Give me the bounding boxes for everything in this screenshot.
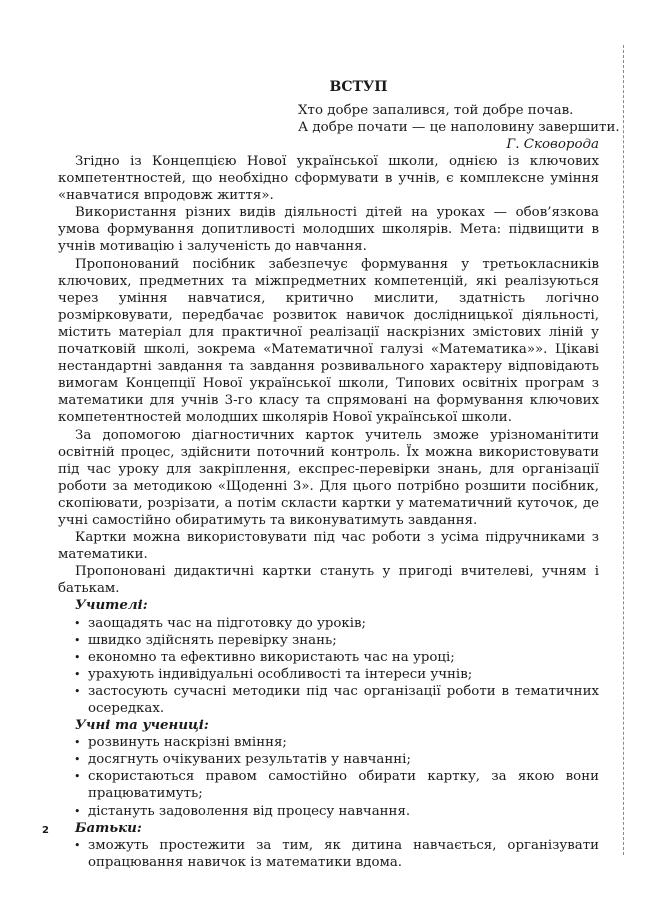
epigraph-line: Хто добре запалився, той добре почав. <box>298 103 574 118</box>
paragraph: Картки можна використовувати під час роботи з усіма підручниками з математики. <box>58 530 599 563</box>
section-heading-teachers: Учителі: <box>75 597 148 614</box>
section-heading-parents: Батьки: <box>75 819 142 836</box>
epigraph <box>298 102 620 153</box>
list-item: • заощадять час на підготовку до уроків; <box>78 615 599 632</box>
list-item: • дістануть задоволення від процесу навчання. <box>78 803 599 820</box>
list-item: • досягнуть очікуваних результатів у навчанні; <box>78 751 599 768</box>
list-item: • зможуть простежити за тим, як дитина навчається, організувати опрацювання навичок із математики вдома. <box>78 837 599 871</box>
list-item: • урахують індивідуальні особливості та інтереси учнів; <box>78 666 599 683</box>
cut-line <box>623 45 624 855</box>
page-content <box>58 78 620 871</box>
bullet-list-parents <box>58 837 599 871</box>
paragraph: Пропоновані дидактичні картки стануть у пригоді вчителеві, учням і батькам. <box>58 564 599 597</box>
paragraph: Використання різних видів діяльності дітей на уроках — обов’язкова умова формування допитливості молодших школярів. Мета: підвищити в учнів мотивацію і залученість до навчання. <box>58 205 599 255</box>
bullet-list-students <box>58 734 599 819</box>
paragraph: За допомогою діагностичних карток учитель зможе урізноманітити освітній процес, здійснити поточний контроль. Їх можна використовувати під час уроку для закріплення, експрес-перевірки знань, для організації роботи за методикою «Щоденні 3». Для цього потрібно розшити посібник, скопіювати, розрізати, а потім скласти картки у математичний куточок, де учні самостійно обиратимуть та виконуватимуть завдання. <box>58 427 599 528</box>
paragraph: Згідно із Концепцією Нової української школи, однією із ключових компетентностей, що необхідно сформувати в учнів, є комплексне уміння «навчатися впродовж життя». <box>58 154 599 204</box>
paragraph: Пропонований посібник забезпечує формування у третьокласників ключових, предметних та міжпредметних компетенцій, які реалізуються через уміння навчатися, критично мислити, здатність логічно розмірковувати, передбачає розвиток навичок дослідницької діяльності, містить матеріал для практичної реалізації наскрізних змістових ліній у початковій школі, зокрема «Математичної галузі «Математика»». Цікаві нестандартні завдання та завдання розвивального характеру відповідають вимогам Концепції Нової української школи, Типових освітніх програм з математики для учнів 3-го класу та спрямовані на формування ключових компетентностей молодших школярів Нової української школи. <box>58 256 599 426</box>
epigraph-line: А добре почати — це наполовину завершити. <box>298 120 620 135</box>
section-heading-students: Учні та учениці: <box>75 717 209 734</box>
list-item: • економно та ефективно використають час на уроці; <box>78 649 599 666</box>
list-item: • скористаються правом самостійно обирати картку, за якою вони працюватимуть; <box>78 768 599 802</box>
page-number: 2 <box>42 825 49 836</box>
epigraph-author: Г. Сковорода <box>506 137 599 152</box>
list-item: • розвинуть наскрізні вміння; <box>78 734 599 751</box>
page-title: ВСТУП <box>329 79 388 95</box>
list-item: • застосують сучасні методики під час організації роботи в тематичних осередках. <box>78 683 599 717</box>
list-item: • швидко здійснять перевірку знань; <box>78 632 599 649</box>
bullet-list-teachers <box>58 615 599 718</box>
